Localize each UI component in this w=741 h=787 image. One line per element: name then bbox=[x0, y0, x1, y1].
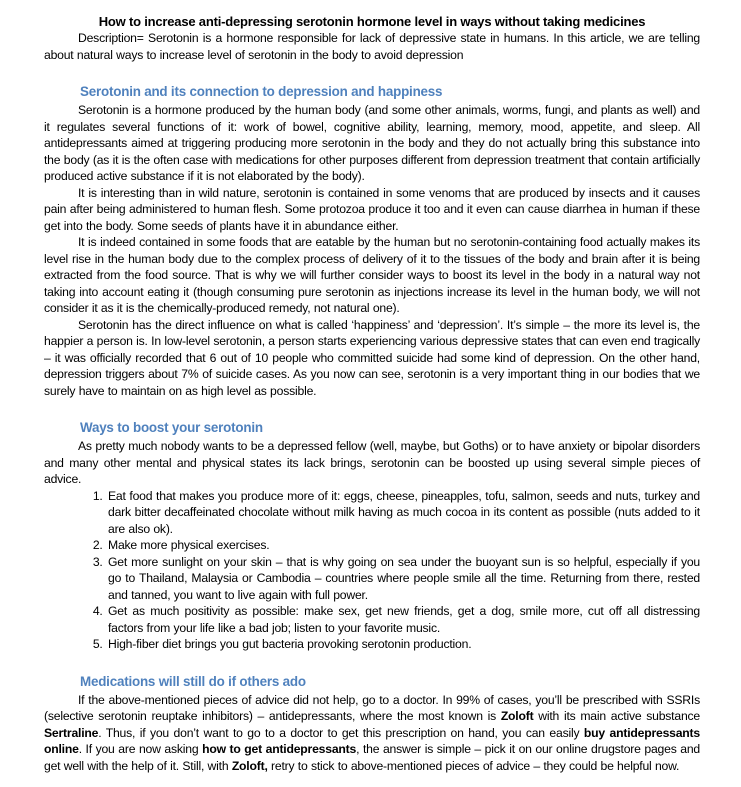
list-item: 1. Eat food that makes you produce more of it: eggs, cheese, pineapples, tofu, salmon, seeds and nuts, turkey and dark bitter decaffeinated chocolate without milk having as much cocoa in its content as possible (nuts added to it are also ok). bbox=[106, 488, 700, 538]
paragraph: As pretty much nobody wants to be a depressed fellow (well, maybe, but Goths) or to have anxiety or bipolar disorders and many other mental and physical states its lack brings, serotonin can be boosted up using several simple pieces of advice. bbox=[44, 439, 700, 486]
text-run: . Thus, if you don’t want to go to a doctor to get this prescription on hand, you can easily bbox=[98, 725, 584, 740]
list-item: 2. Make more physical exercises. bbox=[106, 537, 700, 554]
list-item: 3. Get more sunlight on your skin – that is why going on sea under the buoyant sun is so helpful, especially if you go to Thailand, Malaysia or Cambodia – countries where people smile all the time. Returning from there, rested and tanned, you want to live again with full power. bbox=[106, 554, 700, 604]
paragraph: Serotonin is a hormone produced by the human body (and some other animals, worms, fungi, and plants as well) and it regulates several functions of it: work of bowel, cognitive ability, learning, memory, mood, appetite, and sleep. All antidepressants aimed at triggering producing more serotonin in the body and they do not actually bring this substance into the body (as it is the often case with medications for other purposes different from depression treatment that contain artificially produced active substance if it is not elaborated by the body). bbox=[44, 103, 700, 183]
section-serotonin-connection bbox=[44, 83, 700, 399]
text-run: If the above-mentioned pieces of advice did not help, go to a doctor. In 99% of cases, you’ll be prescribed with SSRIs (selective serotonin reuptake inhibitors) – antidepressants, where the most known is bbox=[44, 692, 700, 723]
section-heading-medications: Medications will still do if others ado bbox=[80, 673, 306, 689]
bold-text: how to get antidepressants bbox=[202, 742, 357, 756]
text-run: . If you are now asking bbox=[78, 742, 203, 756]
text-run: retry to stick to above-mentioned pieces of advice – they could be helpful now. bbox=[267, 758, 680, 773]
section-ways-to-boost bbox=[44, 419, 700, 653]
section-heading-serotonin-connection: Serotonin and its connection to depression and happiness bbox=[80, 84, 443, 99]
paragraph: Serotonin has the direct influence on what is called ‘happiness’ and ‘depression’. It’s simple – the more its level is, the happier a person is. In low-level serotonin, a person starts experiencing various depressive states that can even end tragically – it was officially recorded that 6 out of 10 people who committed suicide had some kind of depression. On the other hand, depression triggers about 7% of suicide cases. As you now can see, serotonin is a very important thing in our bodies that we surely have to maintain on as high level as possible. bbox=[44, 317, 700, 398]
text-run: , the answer is simple – pick it on our online drugstore pages and get well with the help of it. Still, with bbox=[44, 742, 701, 773]
list-item: 4. Get as much positivity as possible: make sex, get new friends, get a dog, smile more, cut off all distressing factors from your life like a bad job; listen to your favorite music. bbox=[106, 603, 700, 636]
text-run: with its main active substance bbox=[533, 709, 700, 723]
bold-text: Zoloft bbox=[500, 709, 534, 723]
paragraph: It is interesting than in wild nature, serotonin is contained in some venoms that are produced by insects and it causes pain after being administered to human flesh. Some protozoa produce it too and it even can cause diarrhea in human if these get into the body. Some seeds of plants have it in abundance either. bbox=[44, 185, 700, 233]
document-title: How to increase anti-depressing serotonin hormone level in ways without taking medicines bbox=[98, 14, 646, 29]
section-medications bbox=[44, 673, 700, 775]
list-item: 5. High-fiber diet brings you gut bacteria provoking serotonin production. bbox=[106, 636, 700, 653]
bold-text: Sertraline bbox=[44, 725, 99, 740]
description-paragraph: Description= Serotonin is a hormone responsible for lack of depressive state in humans. In this article, we are telling about natural ways to increase level of serotonin in the body to avoid depression bbox=[44, 31, 700, 62]
bold-text: buy antidepressants online bbox=[44, 725, 700, 756]
paragraph: It is indeed contained in some foods that are eatable by the human but no serotonin-containing food actually makes its level rise in the human body due to the complex process of delivery of it to the tissues of the body and brain after it is being extracted from the food source. That is why we will further consider ways to boost its level in the body in a natural way not taking into account eating it (though consuming pure serotonin as injections increase its level in the human body, we will not consider it as it is the chemically-produced remedy, not natural one). bbox=[44, 235, 700, 315]
paragraph bbox=[44, 692, 700, 775]
bold-text: Zoloft, bbox=[231, 758, 268, 773]
section-heading-ways-to-boost: Ways to boost your serotonin bbox=[80, 420, 263, 435]
advice-list bbox=[44, 488, 700, 653]
